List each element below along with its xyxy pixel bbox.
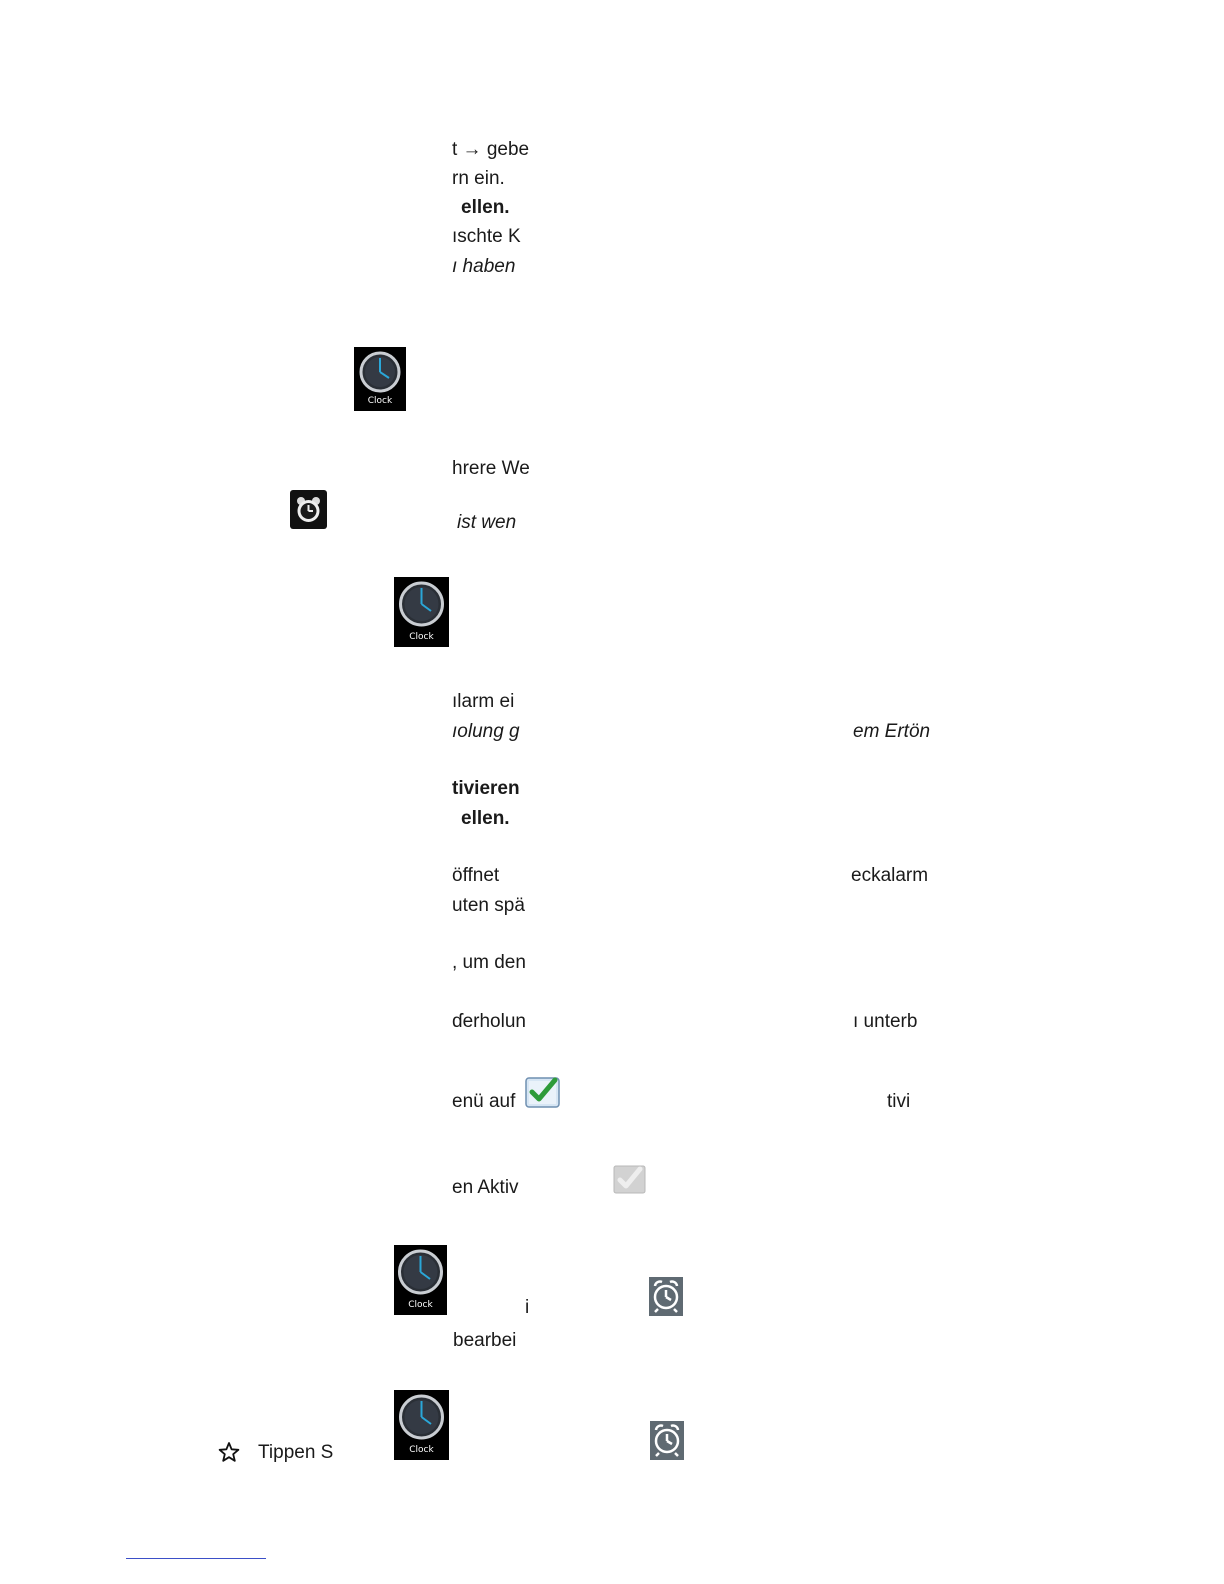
text-line-bold: ellen. [461, 808, 510, 829]
text-line: en Aktiv [452, 1177, 519, 1198]
alarm-clock-icon [649, 1277, 683, 1316]
text-line-bold: tivieren [452, 778, 520, 799]
clock-app-icon [394, 577, 449, 647]
text-line: öffnet [452, 865, 500, 886]
text-line: i [525, 1297, 530, 1318]
text-line: ıschte K [452, 226, 521, 247]
text-line-italic: ı haben [452, 256, 516, 277]
checkbox-checked-icon [524, 1075, 562, 1109]
text-line: t → gebe [452, 139, 530, 160]
text-line-italic: ist wen [457, 512, 517, 533]
clock-caption: Clock [409, 632, 434, 642]
text-line-italic: ıolung g [452, 721, 520, 742]
clock-caption: Clock [408, 1300, 433, 1310]
text-line: bearbei [453, 1330, 517, 1351]
clock-app-icon [394, 1390, 449, 1460]
clock-caption: Clock [367, 396, 393, 406]
alarm-clock-icon [650, 1421, 684, 1460]
text-line: Tippen S [258, 1442, 334, 1463]
clock-app-icon [354, 347, 406, 411]
text-line: ɗerholun [452, 1011, 526, 1032]
text-line-bold: ellen. [461, 197, 510, 218]
alarm-clock-icon [290, 490, 327, 529]
text-line: , um den [452, 952, 526, 973]
text-line: enü auf [452, 1091, 516, 1112]
text-line-italic: em Ertön [853, 721, 931, 742]
text-line: hrere We [452, 458, 530, 479]
clock-caption: Clock [409, 1445, 434, 1455]
link-underline [126, 1558, 266, 1559]
star-bullet-icon [218, 1441, 240, 1463]
text-line: ı unterb [853, 1011, 918, 1032]
text-line: ılarm ei [452, 691, 515, 712]
text-line: eckalarm [851, 865, 929, 886]
checkbox-unchecked-icon [612, 1163, 647, 1195]
clock-app-icon [394, 1245, 447, 1315]
text-line: uten spä [452, 895, 525, 916]
text-line: rn ein. [452, 168, 505, 189]
text-line: tivi [887, 1091, 911, 1112]
